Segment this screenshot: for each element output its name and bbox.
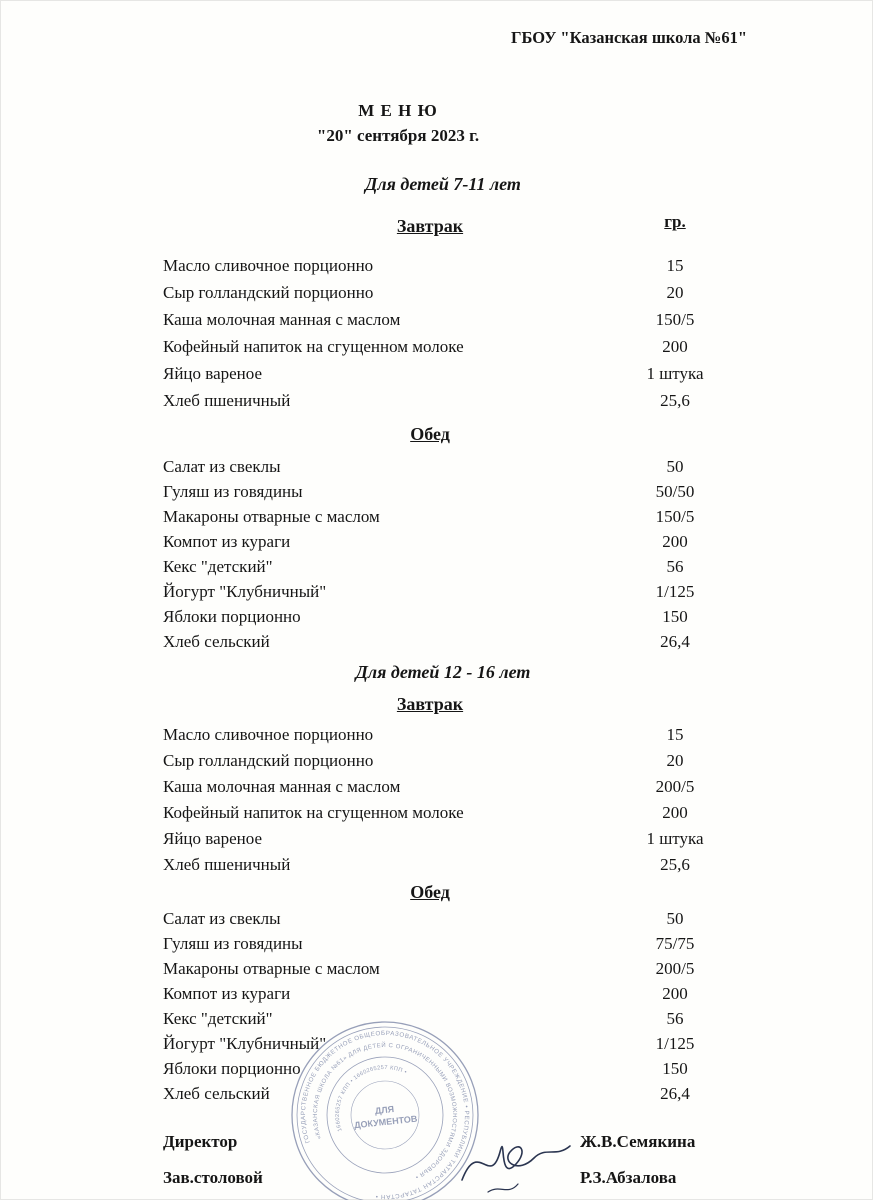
menu-date: "20" сентября 2023 г. [316, 126, 480, 145]
item-qty: 150/5 [655, 310, 695, 329]
menu-item-row [163, 479, 745, 504]
menu-item-row [163, 333, 745, 360]
item-qty: 26,4 [660, 632, 690, 651]
breakfast-items-12-16 [163, 722, 745, 878]
item-name: Хлеб пшеничный [163, 391, 291, 410]
meal-header-breakfast-2 [163, 692, 745, 716]
menu-item-row [163, 1031, 745, 1056]
meal-title-breakfast-2: Завтрак [396, 694, 464, 714]
item-name: Сыр голландский порционно [163, 283, 374, 302]
item-name: Кофейный напиток на сгущенном молоке [163, 337, 464, 356]
item-name: Хлеб сельский [163, 1084, 270, 1103]
menu-item-row [163, 604, 745, 629]
item-name: Салат из свеклы [163, 457, 281, 476]
menu-item-row [163, 554, 745, 579]
item-qty: 75/75 [655, 934, 695, 953]
item-name: Йогурт "Клубничный" [163, 582, 327, 601]
item-name: Макароны отварные с маслом [163, 507, 380, 526]
item-name: Кекс "детский" [163, 557, 273, 576]
item-name: Гуляш из говядины [163, 934, 303, 953]
menu-item-row [163, 722, 745, 748]
menu-item-row [163, 387, 745, 414]
item-qty: 1/125 [655, 1034, 695, 1053]
item-name: Компот из кураги [163, 984, 291, 1003]
menu-item-row [163, 852, 745, 878]
item-qty: 20 [666, 751, 684, 770]
meal-title-lunch-1: Обед [410, 424, 450, 444]
lunch-items-12-16 [163, 906, 745, 1106]
item-name: Салат из свеклы [163, 909, 281, 928]
age-group-heading-7-11: Для детей 7-11 лет [365, 174, 521, 194]
item-name: Сыр голландский порционно [163, 751, 374, 770]
item-qty: 150/5 [655, 507, 695, 526]
menu-item-row [163, 800, 745, 826]
breakfast-items-7-11 [163, 252, 745, 414]
item-name: Каша молочная манная с маслом [163, 310, 401, 329]
item-qty: 200 [662, 532, 688, 551]
item-qty: 15 [666, 725, 684, 744]
item-name: Хлеб сельский [163, 632, 270, 651]
menu-title: М Е Н Ю [358, 101, 438, 120]
item-qty: 200 [662, 803, 688, 822]
item-name: Масло сливочное порционно [163, 256, 374, 275]
item-qty: 1 штука [646, 829, 704, 848]
menu-item-row [163, 906, 745, 931]
signature-role: Директор [163, 1132, 238, 1151]
item-name: Йогурт "Клубничный" [163, 1034, 327, 1053]
item-qty: 56 [666, 557, 684, 576]
menu-item-row [163, 252, 745, 279]
menu-item-row [163, 956, 745, 981]
item-name: Кофейный напиток на сгущенном молоке [163, 803, 464, 822]
menu-item-row [163, 529, 745, 554]
signature-row-canteen-manager [163, 1166, 745, 1190]
menu-item-row [163, 931, 745, 956]
item-qty: 150 [662, 607, 688, 626]
menu-item-row [163, 1056, 745, 1081]
item-qty: 25,6 [660, 855, 690, 874]
item-name: Хлеб пшеничный [163, 855, 291, 874]
item-name: Яйцо вареное [163, 829, 263, 848]
meal-title-breakfast-1: Завтрак [396, 216, 464, 236]
unit-header-grams: гр. [664, 212, 686, 231]
stamp-ring-text-middle: «КАЗАНСКАЯ ШКОЛА №61» ДЛЯ ДЕТЕЙ С ОГРАНИЧЕННЫМИ ВОЗМОЖНОСТЯМИ ЗДОРОВЬЯ • [312, 1042, 458, 1180]
item-qty: 1/125 [655, 582, 695, 601]
signature-row-director [163, 1130, 745, 1154]
item-name: Масло сливочное порционно [163, 725, 374, 744]
meal-header-lunch-2 [163, 880, 745, 904]
item-qty: 50 [666, 457, 684, 476]
item-name: Гуляш из говядины [163, 482, 303, 501]
item-name: Яблоки порционно [163, 607, 301, 626]
item-qty: 56 [666, 1009, 684, 1028]
menu-item-row [163, 826, 745, 852]
menu-item-row [163, 629, 745, 654]
signature-name: Р.З.Абзалова [580, 1168, 677, 1187]
meal-header-lunch-1 [163, 422, 745, 446]
menu-item-row [163, 279, 745, 306]
age-group-heading-12-16: Для детей 12 - 16 лет [355, 662, 531, 682]
menu-item-row [163, 774, 745, 800]
school-name: ГБОУ "Казанская школа №61" [511, 28, 747, 47]
meal-header-breakfast-1 [163, 214, 745, 238]
item-name: Яблоки порционно [163, 1059, 301, 1078]
menu-item-row [163, 306, 745, 333]
item-qty: 50 [666, 909, 684, 928]
lunch-items-7-11 [163, 454, 745, 654]
menu-item-row [163, 504, 745, 529]
item-qty: 50/50 [655, 482, 695, 501]
document-body [163, 100, 745, 1190]
meal-title-lunch-2: Обед [410, 882, 450, 902]
item-qty: 20 [666, 283, 684, 302]
signature-role: Зав.столовой [163, 1168, 263, 1187]
stamp-center-line1: ДЛЯ [374, 1104, 395, 1117]
item-name: Каша молочная манная с маслом [163, 777, 401, 796]
item-name: Кекс "детский" [163, 1009, 273, 1028]
signature-name: Ж.В.Семякина [580, 1132, 696, 1151]
item-qty: 200 [662, 984, 688, 1003]
menu-item-row [163, 579, 745, 604]
item-name: Компот из кураги [163, 532, 291, 551]
item-qty: 15 [666, 256, 684, 275]
menu-item-row [163, 1006, 745, 1031]
item-name: Макароны отварные с маслом [163, 959, 380, 978]
item-qty: 200/5 [655, 959, 695, 978]
item-qty: 25,6 [660, 391, 690, 410]
menu-item-row [163, 360, 745, 387]
item-qty: 200/5 [655, 777, 695, 796]
item-name: Яйцо вареное [163, 364, 263, 383]
stamp-ring-text-inner: 1660265257 КПП • 1660265257 КПП • [334, 1064, 408, 1133]
menu-item-row [163, 1081, 745, 1106]
stamp-center-line2: ДОКУМЕНТОВ [353, 1113, 418, 1131]
menu-item-row [163, 748, 745, 774]
item-qty: 200 [662, 337, 688, 356]
item-qty: 1 штука [646, 364, 704, 383]
menu-item-row [163, 981, 745, 1006]
menu-item-row [163, 454, 745, 479]
item-qty: 150 [662, 1059, 688, 1078]
stamp-ring-text-outer: ГОСУДАРСТВЕННОЕ БЮДЖЕТНОЕ ОБЩЕОБРАЗОВАТЕЛЬНОЕ УЧРЕЖДЕНИЕ • РЕСПУБЛИКИ ТАТАРСТАН ТАТАРСТАН • [299, 1029, 471, 1200]
item-qty: 26,4 [660, 1084, 690, 1103]
